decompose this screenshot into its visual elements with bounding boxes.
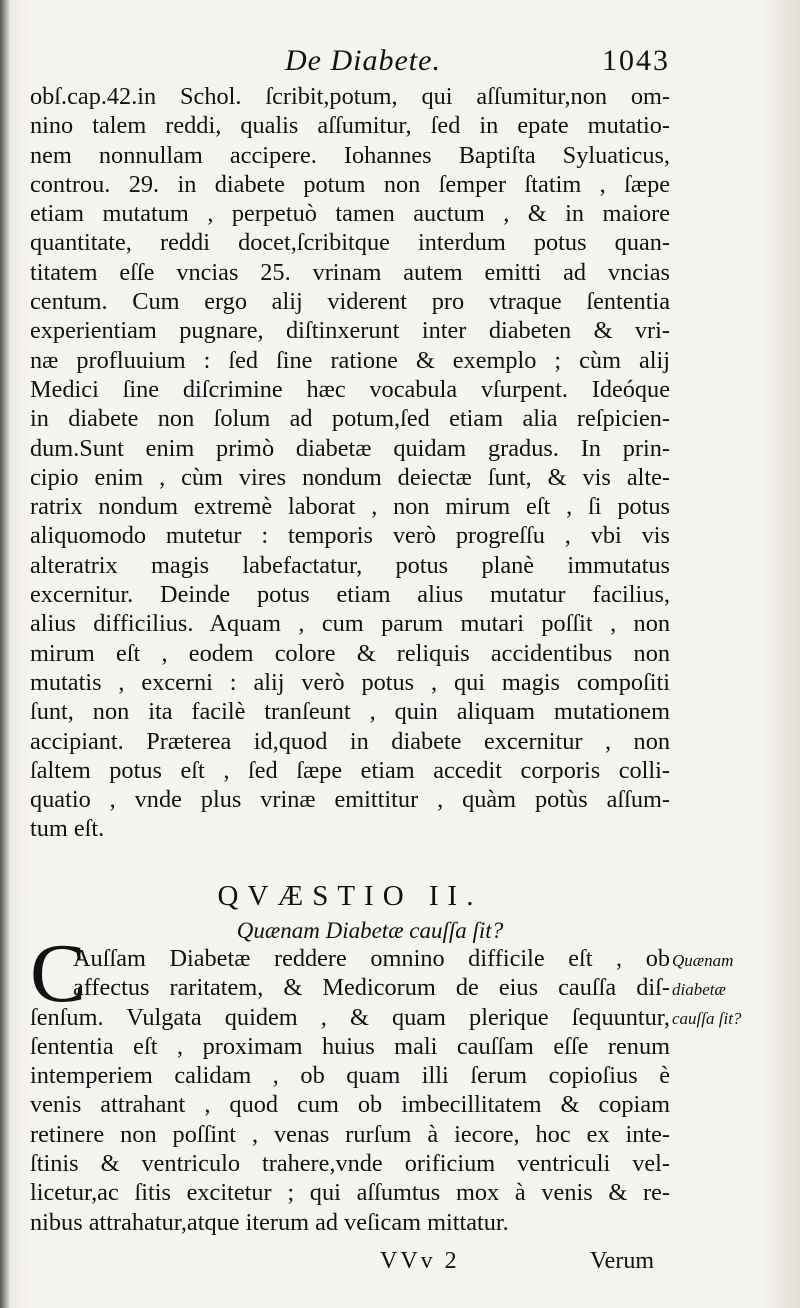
text-line: intemperiem calidam , ob quam illi ſerum copioſius è <box>30 1062 670 1090</box>
text-line: Medici ſine diſcrimine hæc vocabula vſurpent. Ideóque <box>30 375 670 403</box>
signature-mark: VVv 2 <box>380 1248 460 1274</box>
text-line: ſunt, non ita facilè tranſeunt , quin aliquam mutationem <box>30 698 670 726</box>
text-line: mirum eſt , eodem colore & reliquis accidentibus non <box>30 639 670 667</box>
body-paragraph <box>30 82 670 844</box>
text-line: excernitur. Deinde potus etiam alius mutatur facilius, <box>30 581 670 609</box>
text-line: dum.Sunt enim primò diabetæ quidam gradus. In prin- <box>30 434 670 462</box>
text-line: experientiam pugnare, diſtinxerunt inter diabeten & vri- <box>30 317 670 345</box>
text-line: cipio enim , cùm vires nondum deiectæ ſunt, & vis alte- <box>30 463 670 491</box>
running-head: De Diabete. <box>285 44 441 77</box>
question-subtitle: Quænam Diabetæ cauſſa ſit? <box>236 918 504 943</box>
text-line: centum. Cum ergo alij viderent pro vtraque ſententia <box>30 288 670 316</box>
text-line: tum eſt. <box>30 815 105 843</box>
drop-cap: C <box>30 927 87 1020</box>
margin-note <box>672 946 792 1033</box>
question-paragraph <box>30 944 670 1237</box>
margin-note-line: Quænam <box>672 951 734 970</box>
text-line: nibus attrahatur,atque iterum ad veſicam mittatur. <box>30 1208 509 1236</box>
text-line: ſenſum. Vulgata quidem , & quam plerique ſequuntur, <box>30 1003 670 1031</box>
catchword: Verum <box>590 1248 654 1274</box>
text-line: retinere non poſſint , venas rurſum à iecore, hoc ex inte- <box>30 1120 670 1148</box>
text-line: næ profluuium : ſed ſine ratione & exemplo ; cùm alij <box>30 346 670 374</box>
text-line: quatio , vnde plus vrinæ emittitur , quàm potùs aſſum- <box>30 786 670 814</box>
text-line: ſaltem potus eſt , ſed ſæpe etiam accedit corporis colli- <box>30 756 670 784</box>
text-line: nem nonnullam accipere. Iohannes Baptiſta Syluaticus, <box>30 141 670 169</box>
margin-note-line: cauſſa ſit? <box>672 1009 742 1028</box>
text-line: etiam mutatum , perpetuò tamen auctum , & in maiore <box>30 200 670 228</box>
text-line: titatem eſſe vncias 25. vrinam autem emitti ad vncias <box>30 258 670 286</box>
text-line: alius difficilius. Aquam , cum parum mutari poſſit , non <box>30 610 670 638</box>
text-line: mutatis , excerni : alij verò potus , qui magis compoſiti <box>30 668 670 696</box>
text-line: obſ.cap.42.in Schol. ſcribit,potum, qui aſſumitur,non om- <box>30 83 670 110</box>
text-line: aliquomodo mutetur : temporis verò progreſſu , vbi vis <box>30 522 670 550</box>
page-binding-shadow <box>0 0 10 1308</box>
text-line: affectus raritatem, & Medicorum de eius cauſſa diſ- <box>73 974 670 1002</box>
text-line: alteratrix magis labefactatur, potus planè immutatus <box>30 551 670 579</box>
text-line: ſententia eſt , proximam huius mali cauſſam eſſe renum <box>30 1032 670 1060</box>
margin-note-line: diabetæ <box>672 980 726 999</box>
text-line: controu. 29. in diabete potum non ſemper ſtatim , ſæpe <box>30 170 670 198</box>
text-line: licetur,ac ſitis excitetur ; qui aſſumtus mox à venis & re- <box>30 1179 670 1207</box>
page-number: 1043 <box>602 44 670 77</box>
text-line: ratrix nondum extremè laborat , non mirum eſt , ſi potus <box>30 493 670 521</box>
text-line: ſtinis & ventriculo trahere,vnde orificium ventriculi vel- <box>30 1150 670 1178</box>
text-line: Auſſam Diabetæ reddere omnino difficile eſt , ob <box>73 945 670 972</box>
text-line: venis attrahant , quod cum ob imbecillitatem & copiam <box>30 1091 670 1119</box>
text-line: in diabete non ſolum ad potum,ſed etiam alia reſpicien- <box>30 405 670 433</box>
text-line: accipiant. Præterea id,quod in diabete excernitur , non <box>30 727 670 755</box>
text-line: quantitate, reddi docet,ſcribitque interdum potus quan- <box>30 229 670 257</box>
text-line: nino talem reddi, qualis aſſumitur, ſed in epate mutatio- <box>30 112 670 140</box>
question-title: QVÆSTIO II. <box>217 880 483 912</box>
